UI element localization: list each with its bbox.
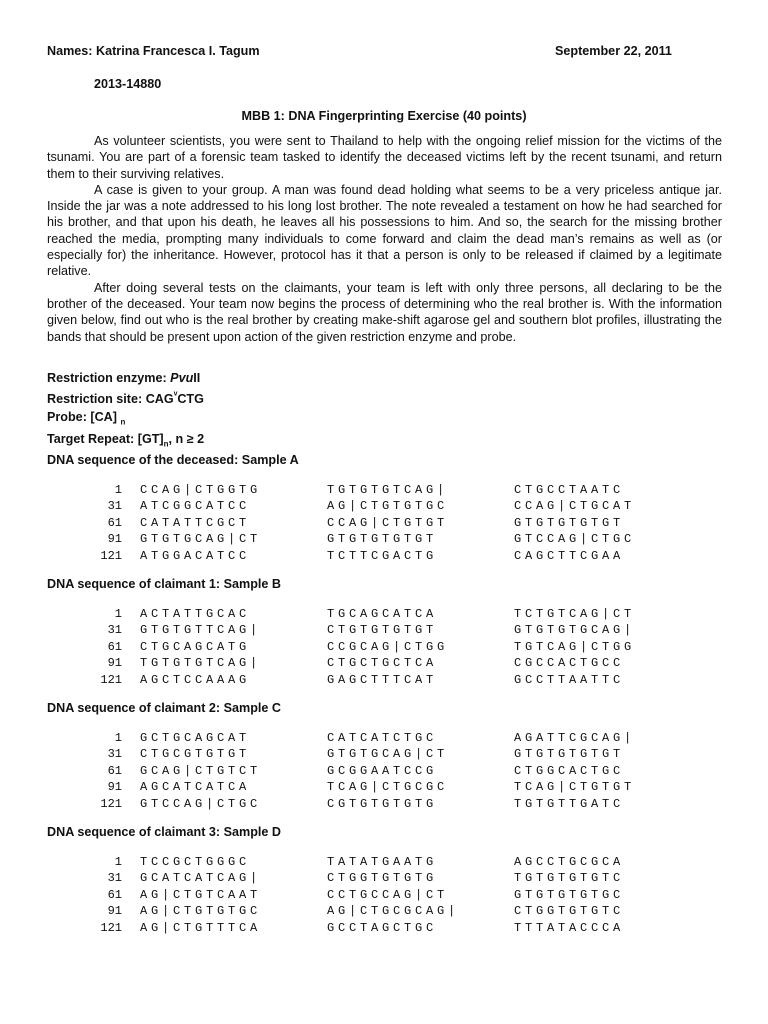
instructions-body <box>47 133 722 345</box>
position-number: 61 <box>107 515 122 530</box>
sequence-chunk: GCATCATCAG| <box>140 871 262 886</box>
position-number: 61 <box>107 763 122 778</box>
sequence-chunk: AG|CTGCGCAG| <box>327 904 460 919</box>
sequence-chunk: ATGGACATCC <box>140 548 251 563</box>
sequence-chunk: GTGTGTGTGC <box>514 887 625 902</box>
position-number: 91 <box>107 904 122 919</box>
sequence-chunk: AGCCTGCGCA <box>514 855 625 869</box>
sequence-chunk: GTGTGTGTGT <box>514 515 625 530</box>
document-date: September 22, 2011 <box>555 44 672 58</box>
target-repeat-value: [GT] <box>137 431 164 446</box>
probe-row <box>47 409 204 431</box>
sequence-chunk: GTGTGTTCAG| <box>140 623 262 638</box>
paragraph: A case is given to your group. A man was found dead holding what seems to be a very priceless antique jar. Inside the jar was a note addressed to his long lost brother. The note revealed a testament on how he had searched for his brother, and that upon his death, he leaves all his possessions to him. And so, the search for the missing brother reached the media, prompting many individuals to come forward and claim the dead man’s remains as well as (or especially for) the inheritance. However, protocol has it that a person is only to be released if claimed by a legitimate relative. <box>47 182 722 279</box>
sequence-chunk: CCTGCCAG|CT <box>327 887 449 902</box>
restriction-site-label: Restriction site: <box>47 392 143 407</box>
position-number: 31 <box>107 871 122 886</box>
sequence-chunk: CATATTCGCT <box>140 515 251 530</box>
sequence-chunk: GTCCAG|CTGC <box>514 532 636 547</box>
sequence-chunk: GTGTGTGCAG| <box>514 623 636 638</box>
sequence-chunk: AG|CTGTGTGC <box>140 904 262 919</box>
position-number: 121 <box>100 548 122 563</box>
sequence-chunk: CTGTGTGTGT <box>327 623 438 638</box>
sequence-chunk: GCCTAGCTGC <box>327 920 438 935</box>
position-number: 31 <box>107 747 122 762</box>
position-number: 1 <box>114 731 122 745</box>
sequence-chunk: TGCAGCATCA <box>327 607 438 621</box>
sample-c-heading: DNA sequence of claimant 2: Sample C <box>47 701 281 715</box>
paragraph: After doing several tests on the claimants, your team is left with only three persons, all declaring to be the brother of the deceased. Your team now begins the process of determining who the real brother is. With the information given below, find out who is the real brother by creating make-shift agarose gel and southern blot profiles, illustrating the bands that should be present upon action of the given restriction enzyme and probe. <box>47 280 722 344</box>
sequence-chunk: GTGTGCAG|CT <box>140 532 262 547</box>
sequence-chunk: TGTGTGTCAG| <box>327 483 449 497</box>
sequence-chunk: TATATGAATG <box>327 855 438 869</box>
sequence-chunk: CCAG|CTGTGT <box>327 515 449 530</box>
position-number: 61 <box>107 887 122 902</box>
sequence-chunk: CCAG|CTGCAT <box>514 499 636 514</box>
sequence-chunk: CTGGTGTGTG <box>327 871 438 886</box>
sequence-chunk: GTGTGTGTGT <box>327 532 438 547</box>
restriction-site-row <box>47 387 204 408</box>
target-subscript: n <box>163 439 169 449</box>
restriction-enzyme-suffix: II <box>193 371 201 385</box>
sequence-chunk: AG|CTGTGTGC <box>327 499 449 514</box>
sequence-chunk: TGTCAG|CTGG <box>514 639 636 654</box>
sequence-chunk: TGTGTGTGTC <box>514 871 625 886</box>
sequence-chunk: TCTGTCAG|CT <box>514 607 636 621</box>
sequence-chunk: GCGGAATCCG <box>327 763 438 778</box>
position-number: 121 <box>100 796 122 811</box>
position-number: 91 <box>107 780 122 795</box>
probe-label: Probe: <box>47 409 87 424</box>
probe-subscript: n <box>120 417 126 427</box>
sequence-chunk: AGATTCGCAG| <box>514 731 636 745</box>
position-number: 1 <box>114 855 122 869</box>
sequence-chunk: CTGCCTAATC <box>514 483 625 497</box>
sequence-chunk: CAGCTTCGAA <box>514 548 625 563</box>
student-number: 2013-14880 <box>94 77 162 91</box>
sequence-chunk: GCCTTAATTC <box>514 672 625 687</box>
sequence-chunk: CTGCGTGTGT <box>140 747 251 762</box>
student-names: Names: Katrina Francesca I. Tagum <box>47 44 260 58</box>
sequence-chunk: CTGCAGCATG <box>140 639 251 654</box>
sequence-chunk: GTGTGTGTGT <box>514 747 625 762</box>
target-repeat-row <box>47 431 204 453</box>
sequence-chunk: CGCCACTGCC <box>514 656 625 671</box>
page-title: MBB 1: DNA Fingerprinting Exercise (40 points) <box>241 109 527 123</box>
restriction-enzyme-value: Pvu <box>170 371 194 385</box>
cut-mark-icon: ᵛ <box>173 390 178 402</box>
sequence-chunk: CCGCAG|CTGG <box>327 639 449 654</box>
position-number: 1 <box>114 607 122 621</box>
sequence-chunk: CATCATCTGC <box>327 731 438 745</box>
sample-d-heading: DNA sequence of claimant 3: Sample D <box>47 825 281 839</box>
sequence-chunk: CTGGTGTGTC <box>514 904 625 919</box>
position-number: 121 <box>100 672 122 687</box>
restriction-enzyme-label: Restriction enzyme: <box>47 371 167 385</box>
target-repeat-label: Target Repeat: <box>47 431 135 446</box>
position-number: 31 <box>107 499 122 514</box>
position-number: 121 <box>100 920 122 935</box>
sequence-chunk: TCCGCTGGGC <box>140 855 251 869</box>
sequence-chunk: AGCATCATCA <box>140 780 251 795</box>
sequence-chunk: AG|CTGTCAAT <box>140 887 262 902</box>
sequence-chunk: ATCGGCATCC <box>140 499 251 514</box>
experiment-parameters <box>47 370 204 452</box>
sequence-chunk: CCAG|CTGGTG <box>140 483 262 497</box>
sequence-chunk: GCTGCAGCAT <box>140 731 251 745</box>
sequence-chunk: CTGCTGCTCA <box>327 656 438 671</box>
sequence-chunk: GCAG|CTGTCT <box>140 763 262 778</box>
position-number: 91 <box>107 532 122 547</box>
probe-value: [CA] <box>90 409 117 424</box>
sequence-chunk: CGTGTGTGTG <box>327 796 438 811</box>
position-number: 1 <box>114 483 122 497</box>
sequence-chunk: TCAG|CTGTGT <box>514 780 636 795</box>
position-number: 61 <box>107 639 122 654</box>
sequence-chunk: TCAG|CTGCGC <box>327 780 449 795</box>
sequence-chunk: GTGTGCAG|CT <box>327 747 449 762</box>
restriction-site-value: CAG <box>145 392 174 407</box>
sequence-chunk: CTGGCACTGC <box>514 763 625 778</box>
restriction-site-value-2: CTG <box>177 392 204 407</box>
sequence-chunk: TGTGTGTCAG| <box>140 656 262 671</box>
sequence-chunk: TTTATACCCA <box>514 920 625 935</box>
sequence-chunk: TGTGTTGATC <box>514 796 625 811</box>
sample-a-heading: DNA sequence of the deceased: Sample A <box>47 453 299 467</box>
sequence-chunk: AG|CTGTTTCA <box>140 920 262 935</box>
sequence-chunk: ACTATTGCAC <box>140 607 251 621</box>
sequence-chunk: GTCCAG|CTGC <box>140 796 262 811</box>
paragraph: As volunteer scientists, you were sent to Thailand to help with the ongoing relief mission for the victims of the tsunami. You are part of a forensic team tasked to identify the deceased victims left by the recent tsunami, and return them to their surviving relatives. <box>47 134 722 181</box>
position-number: 31 <box>107 623 122 638</box>
sequence-chunk: GAGCTTTCAT <box>327 672 438 687</box>
sequence-chunk: AGCTCCAAAG <box>140 672 251 687</box>
sequence-chunk: TCTTCGACTG <box>327 548 438 563</box>
sample-b-heading: DNA sequence of claimant 1: Sample B <box>47 577 281 591</box>
restriction-enzyme-row <box>47 370 204 387</box>
target-repeat-condition: , n ≥ 2 <box>168 431 205 446</box>
position-number: 91 <box>107 656 122 671</box>
